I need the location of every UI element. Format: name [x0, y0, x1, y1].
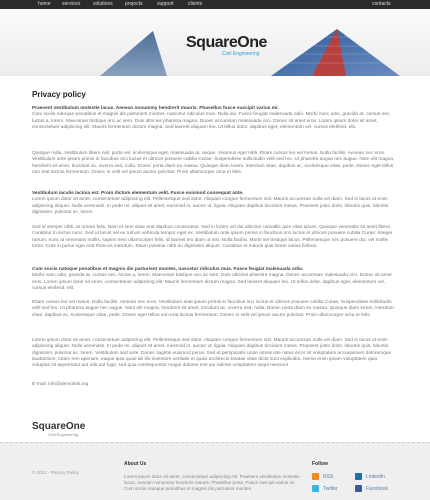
paragraph-body: Morbi nunc odio, gravida at, cursus nec, luctus a, lorem. Maecenas tristique orci ac sem. Duis ultricies pharetra magna. Donec accumsan malesuada orci. Donec sit amet eros. Lorem ipsum dolor sit amet, consectetuer adipiscing elit. Mauris fermentum dictum magna. Sed laoreet aliquam leo. Ut tellus dolor, dapibus eget, elementum vel, cursus eleifend, elit.: [32, 273, 392, 291]
social-label: LinkedIn: [366, 473, 385, 480]
about-text: Lorem ipsum dolor sit amet, consectetuer adipiscing elit. Praesent vestibulum molestie lacus. Aenean nonummy hendrerit mauris. Phasellus porta. Fusce suscipit varius mi. Cum sociis natoque penatibus et magnis dis parturient montes.: [124, 474, 300, 491]
paragraph-lead: Praesent vestibulum molestie lacus. Aenean nonummy hendrerit mauris. Phasellus fusce suscipit varius mi.: [32, 106, 279, 111]
paragraph-body: Lorem ipsum dolor sit amet, consectetuer adipiscing elit. Pellentesque sed dolor. Aliquam congue fermentum nisl. Mauris accumsan nulla vel diam. Sed in lacus ut enim adipiscing aliquet. Nulla venenatis. In pede mi, aliquet sit amet, euismod in, auctor ut, ligula. Aliquam dapibus tincidunt metus. Praesent justo dolor, lobortis quis, lobortis dignissim, pulvinar ac, lorem. Vestibulum sed ante. Donec sagittis euismod purus. Sed ut perspiciatis unde omnis iste natus error sit voluptatem accusantium doloremque laudantium, totam rem aperiam, eaque ipsa quae ab illo inventore veritatis et quasi architecto beatae vitae dicta sunt explicabo. Nemo enim ipsam voluptatem quia voluptas sit aspernatur aut odit aut fugit, sed quia consequuntur magni dolores eos qui ratione voluptatem sequi nesciunt.: [32, 338, 392, 369]
footer-brand-tagline: Civil Engineering: [48, 432, 79, 437]
email-line: [32, 382, 88, 387]
social-label: Twitter: [323, 485, 338, 492]
paragraph-3: [32, 191, 395, 216]
paragraph-lead: Vestibulum iaculis lacinia est. Proin dictum elementum velit. Fusce euismod consequat ante.: [32, 191, 244, 196]
paragraph-6: [32, 300, 395, 319]
header: [0, 9, 430, 76]
brand-name: SquareOne: [186, 34, 267, 51]
follow-heading: Follow: [312, 461, 328, 467]
nav-projects[interactable]: projects: [125, 1, 143, 7]
footer-brand-name: SquareOne: [32, 421, 86, 432]
social-twitter[interactable]: [312, 485, 338, 492]
brand-logo[interactable]: [186, 35, 267, 57]
paragraph-5: [32, 267, 395, 292]
rss-icon: [312, 473, 319, 480]
paragraph-body: Quisque nulla. Vestibulum libero nisl, porta vel, scelerisque eget, malesuada at, neque. Vivamus eget nibh. Etiam cursus leo vel metus. Nulla facilisi. Aenean nec eros. Vestibulum ante ipsum primis in faucibus orci luctus et ultrices posuere cubilia Curae; Suspendisse sollicitudin velit sed leo. Ut pharetra augue nec augue. Nam elit magna, hendrerit sit amet, tincidunt ac, viverra sed, nulla. Donec porta diam eu massa. Quisque diam lorem, interdum vitae, dapibus ac, scelerisque vitae, pede. Donec eget tellus non erat lacinia fermentum. Donec in velit vel ipsum auctor pulvinar. Proin ullamcorper urna et felis.: [32, 151, 395, 175]
paragraph-7: [32, 338, 395, 369]
footer-copyright: © 2012 · Privacy Policy: [32, 470, 79, 475]
nav-support[interactable]: support: [157, 1, 174, 7]
content-area: [0, 76, 430, 442]
social-rss[interactable]: [312, 473, 333, 480]
social-linkedin[interactable]: [355, 473, 385, 480]
paragraph-body: Lorem ipsum dolor sit amet, consectetuer adipiscing elit. Pellentesque sed dolor. Aliquam congue fermentum nisl. Mauris accumsan nulla vel diam. Sed in lacus ut enim adipiscing aliquet. Nulla venenatis. In pede mi, aliquet sit amet, euismod in, auctor ut, ligula. Aliquam dapibus tincidunt metus. Praesent justo dolor, lobortis quis, lobortis dignissim, pulvinar ac, lorem.: [32, 197, 389, 215]
facebook-icon: [355, 485, 362, 492]
top-navigation: [0, 0, 430, 9]
nav-clients[interactable]: clients: [188, 1, 203, 7]
paragraph-1: [32, 106, 395, 131]
social-label: RSS: [323, 473, 334, 480]
paragraph-lead: Cum sociis natoque penatibus et magnis dis parturient montes, nascetur ridiculus mus. Fusce feugiat malesuada odio.: [32, 267, 304, 272]
linkedin-icon: [355, 473, 362, 480]
paragraph-4: [32, 225, 395, 250]
paragraph-body: Cum sociis natoque penatibus et magnis dis parturient montes, nascetur ridiculus mus. Nulla dui. Fusce feugiat malesuada odio. Morbi nunc odio, gravida at, cursus nec, luctus a, lorem. Maecenas tristique orci ac sem. Duis ultricies pharetra magna. Donec accumsan malesuada orci. Donec sit amet eros. Lorem ipsum dolor sit amet, consectetuer adipiscing elit. Mauris fermentum dictum magna. Sed laoreet aliquam leo. Ut tellus dolor, dapibus eget, elementum vel, cursus eleifend, elit.: [32, 112, 391, 130]
twitter-icon: [312, 485, 319, 492]
brand-tagline: Civil Engineering: [222, 51, 260, 57]
paragraph-2: [32, 151, 395, 176]
email-link[interactable]: info@demolink.org: [48, 382, 89, 387]
nav-solutions[interactable]: solutions: [93, 1, 113, 7]
social-label: Facebook: [366, 485, 388, 492]
paragraph-body: Etiam cursus leo vel metus. Nulla facilisi. Aenean nec eros. Vestibulum ante ipsum primis in faucibus orci luctus et ultrices posuere cubilia Curae; Suspendisse sollicitudin velit sed leo. Ut pharetra augue nec augue. Nam elit magna, hendrerit sit amet, tincidunt ac, viverra sed, nulla. Donec porta diam eu massa. Quisque diam lorem, interdum vitae, dapibus ac, scelerisque vitae, pede. Donec eget tellus non erat lacinia fermentum. Donec in velit vel ipsum auctor pulvinar. Proin ullamcorper urna et felis.: [32, 300, 394, 318]
page-title: Privacy policy: [32, 90, 86, 99]
nav-services[interactable]: services: [62, 1, 81, 7]
paragraph-body: Sed id semper nibh, at ornare felis. Nam et sem vitae erat dapibus consectetur. Sed in lorem vel dui ultricies convallis quis vitae ipsum. Quisque venenatis sit amet libero. Curabitur in lectus nunc. Sed ut lacus vel ex rutrum vehicula tempor eget ex. Vestibulum ante ipsum primis in faucibus orci luctus et ultrices posuere cubilia Curae; Integer rutrum, nunc at venenatis mollis, sapien sem ullamcorper felis, id laoreet leo diam ut nisi. Nulla facilisi. Morbi vel tristique lacus. Pellentesque nec posuere dui, vel mollis tortor. Cras in purus eget erat rhoncus interdum. Etiam pulvinar nibh eu dignissim aliquet. Curabitur et mauris quis lorem varius finibus.: [32, 225, 393, 249]
nav-contacts[interactable]: contacts: [372, 1, 391, 7]
social-facebook[interactable]: [355, 485, 388, 492]
footer-brand-logo[interactable]: [32, 422, 85, 437]
email-label: E-mail:: [32, 382, 47, 387]
about-heading: About Us: [124, 461, 147, 467]
nav-home[interactable]: home: [38, 1, 51, 7]
